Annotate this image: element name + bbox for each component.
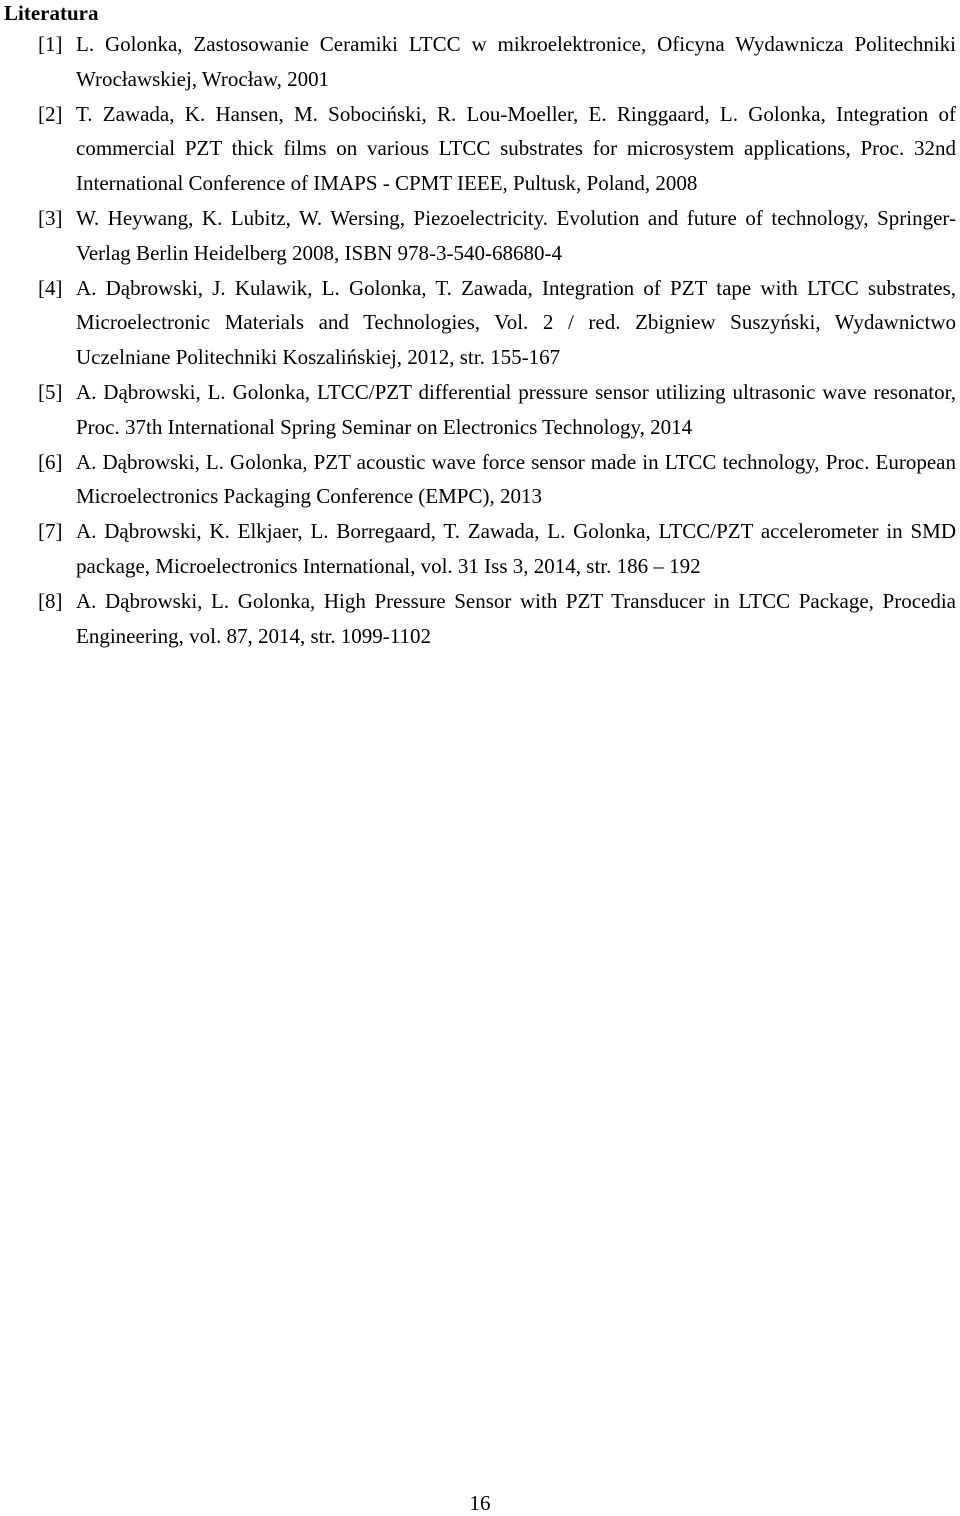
section-heading: Literatura (4, 1, 99, 25)
reference-text: A. Dąbrowski, K. Elkjaer, L. Borregaard, T. Zawada, L. Golonka, LTCC/PZT accelerometer in SMD package, Microelectronics International, vol. 31 Iss 3, 2014, str. 186 – 192 (76, 519, 956, 578)
reference-item (38, 27, 956, 97)
reference-item (38, 445, 956, 515)
reference-number: [8] (38, 588, 63, 613)
reference-text: A. Dąbrowski, L. Golonka, LTCC/PZT differential pressure sensor utilizing ultrasonic wave resonator, Proc. 37th International Spring Seminar on Electronics Technology, 2014 (76, 379, 956, 439)
reference-number: [5] (38, 379, 63, 404)
reference-text: T. Zawada, K. Hansen, M. Sobociński, R. Lou-Moeller, E. Ringgaard, L. Golonka, Integration of commercial PZT thick films on various LTCC substrates for microsystem applications, Proc. 32nd International Conference of IMAPS - CPMT IEEE, Pultusk, Poland, 2008 (76, 101, 956, 196)
reference-number: [4] (38, 275, 63, 300)
reference-text: A. Dąbrowski, L. Golonka, PZT acoustic wave force sensor made in LTCC technology, Proc. European Microelectronics Packaging Conference (EMPC), 2013 (76, 449, 956, 509)
reference-number: [6] (38, 449, 63, 474)
reference-item (38, 584, 956, 654)
reference-number: [7] (38, 519, 63, 544)
reference-text: L. Golonka, Zastosowanie Ceramiki LTCC w mikroelektronice, Oficyna Wydawnicza Politechniki Wrocławskiej, Wrocław, 2001 (76, 32, 956, 91)
reference-number: [1] (38, 32, 63, 56)
page-number: 16 (469, 1491, 491, 1515)
reference-number: [3] (38, 205, 63, 230)
reference-text: A. Dąbrowski, L. Golonka, High Pressure Sensor with PZT Transducer in LTCC Package, Procedia Engineering, vol. 87, 2014, str. 1099-1102 (76, 588, 956, 648)
reference-list (38, 27, 956, 653)
reference-number: [2] (38, 101, 63, 126)
reference-item (38, 271, 956, 375)
reference-text: A. Dąbrowski, J. Kulawik, L. Golonka, T. Zawada, Integration of PZT tape with LTCC substrates, Microelectronic Materials and Technologies, Vol. 2 / red. Zbigniew Suszyński, Wydawnictwo Uczelniane Politechniki Koszalińskiej, 2012, str. 155-167 (76, 275, 956, 370)
reference-item (38, 201, 956, 271)
reference-text: W. Heywang, K. Lubitz, W. Wersing, Piezoelectricity. Evolution and future of technology, Springer-Verlag Berlin Heidelberg 2008, ISBN 978-3-540-68680-4 (76, 205, 956, 265)
reference-item (38, 375, 956, 445)
reference-item (38, 97, 956, 201)
reference-item (38, 514, 956, 584)
